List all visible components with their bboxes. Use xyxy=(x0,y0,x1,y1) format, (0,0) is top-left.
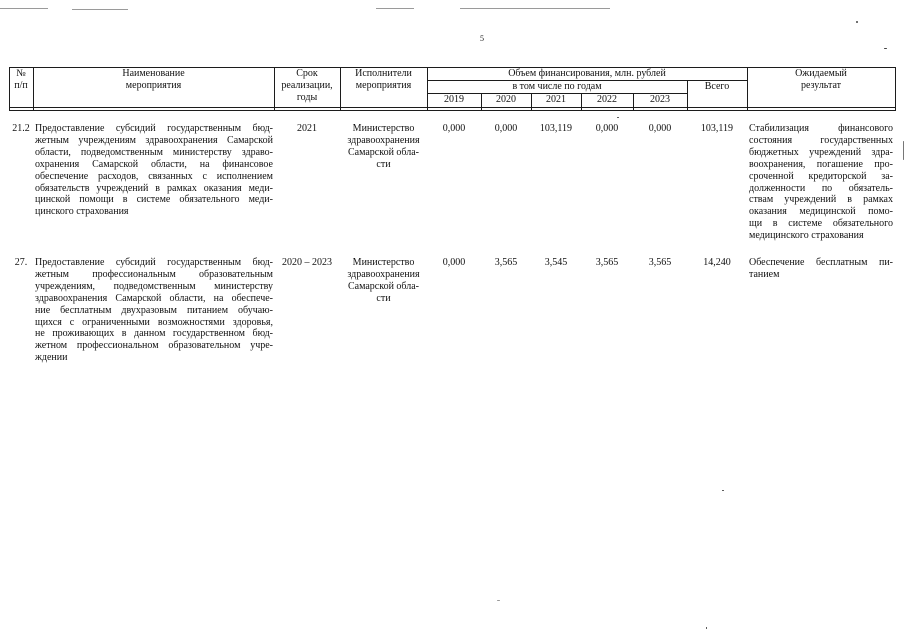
header-year: 2022 xyxy=(597,94,617,105)
name-line: жетным учреждениям здравоохранения Самарской xyxy=(35,134,273,146)
value-2021: 3,545 xyxy=(544,257,568,268)
header-label: Исполнители xyxy=(355,68,412,79)
body-top-border xyxy=(9,110,896,111)
name-line: ждении xyxy=(35,352,68,364)
header-year: 2021 xyxy=(546,94,566,105)
value-2023: 3,565 xyxy=(648,257,672,268)
header-year: 2023 xyxy=(650,94,670,105)
row-term: 2020 – 2023 xyxy=(282,257,332,268)
header-label: результат xyxy=(800,80,842,91)
header-label: п/п xyxy=(14,80,28,91)
executor-line: Самарской обла- xyxy=(347,280,420,292)
row-result xyxy=(749,257,893,281)
row-name xyxy=(35,123,273,218)
header-label: мероприятия xyxy=(355,80,412,91)
result-line: Стабилизация финансового xyxy=(749,123,893,134)
row-result xyxy=(749,123,893,242)
header-label: № xyxy=(16,68,26,79)
name-line: Предоставление субсидий государственным бюд- xyxy=(35,123,273,134)
value-2022: 0,000 xyxy=(595,123,619,134)
name-line: здравоохранения Самарской области, на обеспече- xyxy=(35,292,273,304)
name-line: обязательств учреждений в рамках оказания меди- xyxy=(35,182,273,194)
value-2020: 0,000 xyxy=(494,123,518,134)
value-2020: 3,565 xyxy=(494,257,518,268)
scan-line xyxy=(460,8,610,9)
scan-speck xyxy=(856,21,858,23)
result-line: воохранения, погашение про- xyxy=(749,158,893,170)
name-line: области, подведомственным министерству здраво- xyxy=(35,146,273,158)
name-line: цинской помощи в системе обязательного меди- xyxy=(35,194,273,206)
header-label: мероприятия xyxy=(125,80,182,91)
executor-line: сти xyxy=(376,158,391,170)
header-label: реализации, xyxy=(281,80,333,91)
name-line: жетным профессиональным образовательным xyxy=(35,268,273,280)
executor-line: Министерство xyxy=(352,257,415,268)
row-executor xyxy=(340,257,427,305)
scan-speck xyxy=(884,48,887,49)
scan-speck xyxy=(617,117,619,118)
scan-line xyxy=(0,8,48,9)
scan-speck xyxy=(722,490,724,491)
name-line: не проживающих в данном государственном бюд- xyxy=(35,328,273,340)
value-2021: 103,119 xyxy=(539,123,573,134)
result-line: состояния государственных xyxy=(749,134,893,146)
scan-speck xyxy=(497,600,500,601)
executor-line: здравоохранения xyxy=(347,268,420,280)
name-line: Предоставление субсидий государственным бюд- xyxy=(35,257,273,268)
header-term xyxy=(274,68,340,104)
row-name xyxy=(35,257,273,364)
value-total: 14,240 xyxy=(703,257,731,268)
header-label: годы xyxy=(296,92,318,103)
page-number: 5 xyxy=(480,34,484,43)
header-number xyxy=(9,68,33,92)
row-number: 21.2 xyxy=(12,123,30,134)
header-year: 2019 xyxy=(444,94,464,105)
name-line: жетном профессиональном образовательном учре- xyxy=(35,340,273,352)
result-line: щи в системе обязательного xyxy=(749,218,893,230)
header-label: Ожидаемый xyxy=(795,68,847,79)
header-year: 2020 xyxy=(496,94,516,105)
header-funding: Объем финансирования, млн. рублей xyxy=(508,68,666,79)
executor-line: Самарской обла- xyxy=(347,146,420,158)
name-line: учреждениям, подведомственным министерству xyxy=(35,280,273,292)
header-label: Срок xyxy=(296,68,318,79)
name-line: цинского страхования xyxy=(35,206,129,218)
scan-line xyxy=(376,8,414,9)
row-term: 2021 xyxy=(297,123,317,134)
value-2019: 0,000 xyxy=(442,123,466,134)
value-2019: 0,000 xyxy=(442,257,466,268)
scan-line xyxy=(72,9,128,10)
result-line: бюджетных учреждений здра- xyxy=(749,146,893,158)
scan-edge-mark xyxy=(903,141,904,160)
header-by-years: в том числе по годам xyxy=(512,81,602,92)
result-line: оказания медицинской помо- xyxy=(749,206,893,218)
value-2023: 0,000 xyxy=(648,123,672,134)
result-line: медицинского страхования xyxy=(749,230,864,242)
name-line: охранения Самарской области, на финансовое xyxy=(35,158,273,170)
result-line: ствам учреждений в рамках xyxy=(749,194,893,206)
executor-line: сти xyxy=(376,292,391,304)
result-line: долженности по обязатель- xyxy=(749,182,893,194)
result-line: сроченной кредиторской за- xyxy=(749,170,893,182)
executor-line: Министерство xyxy=(352,123,415,134)
header-name xyxy=(33,68,274,92)
name-line: обеспечение расходов, связанных с исполнением xyxy=(35,170,273,182)
name-line: ние бесплатным двухразовым питанием обучаю- xyxy=(35,304,273,316)
result-line: танием xyxy=(749,268,780,280)
executor-line: здравоохранения xyxy=(347,134,420,146)
row-number: 27. xyxy=(14,257,28,268)
result-line: Обеспечение бесплатным пи- xyxy=(749,257,893,268)
column-border xyxy=(895,67,896,111)
scan-speck xyxy=(706,627,707,629)
value-2022: 3,565 xyxy=(595,257,619,268)
row-executor xyxy=(340,123,427,171)
name-line: щихся с ограниченными возможностями здоровья, xyxy=(35,316,273,328)
header-result xyxy=(747,68,895,92)
header-bottom-border xyxy=(9,107,896,108)
header-label: Наименование xyxy=(122,68,185,79)
value-total: 103,119 xyxy=(700,123,734,134)
header-executors xyxy=(340,68,427,92)
header-total: Всего xyxy=(704,81,730,92)
